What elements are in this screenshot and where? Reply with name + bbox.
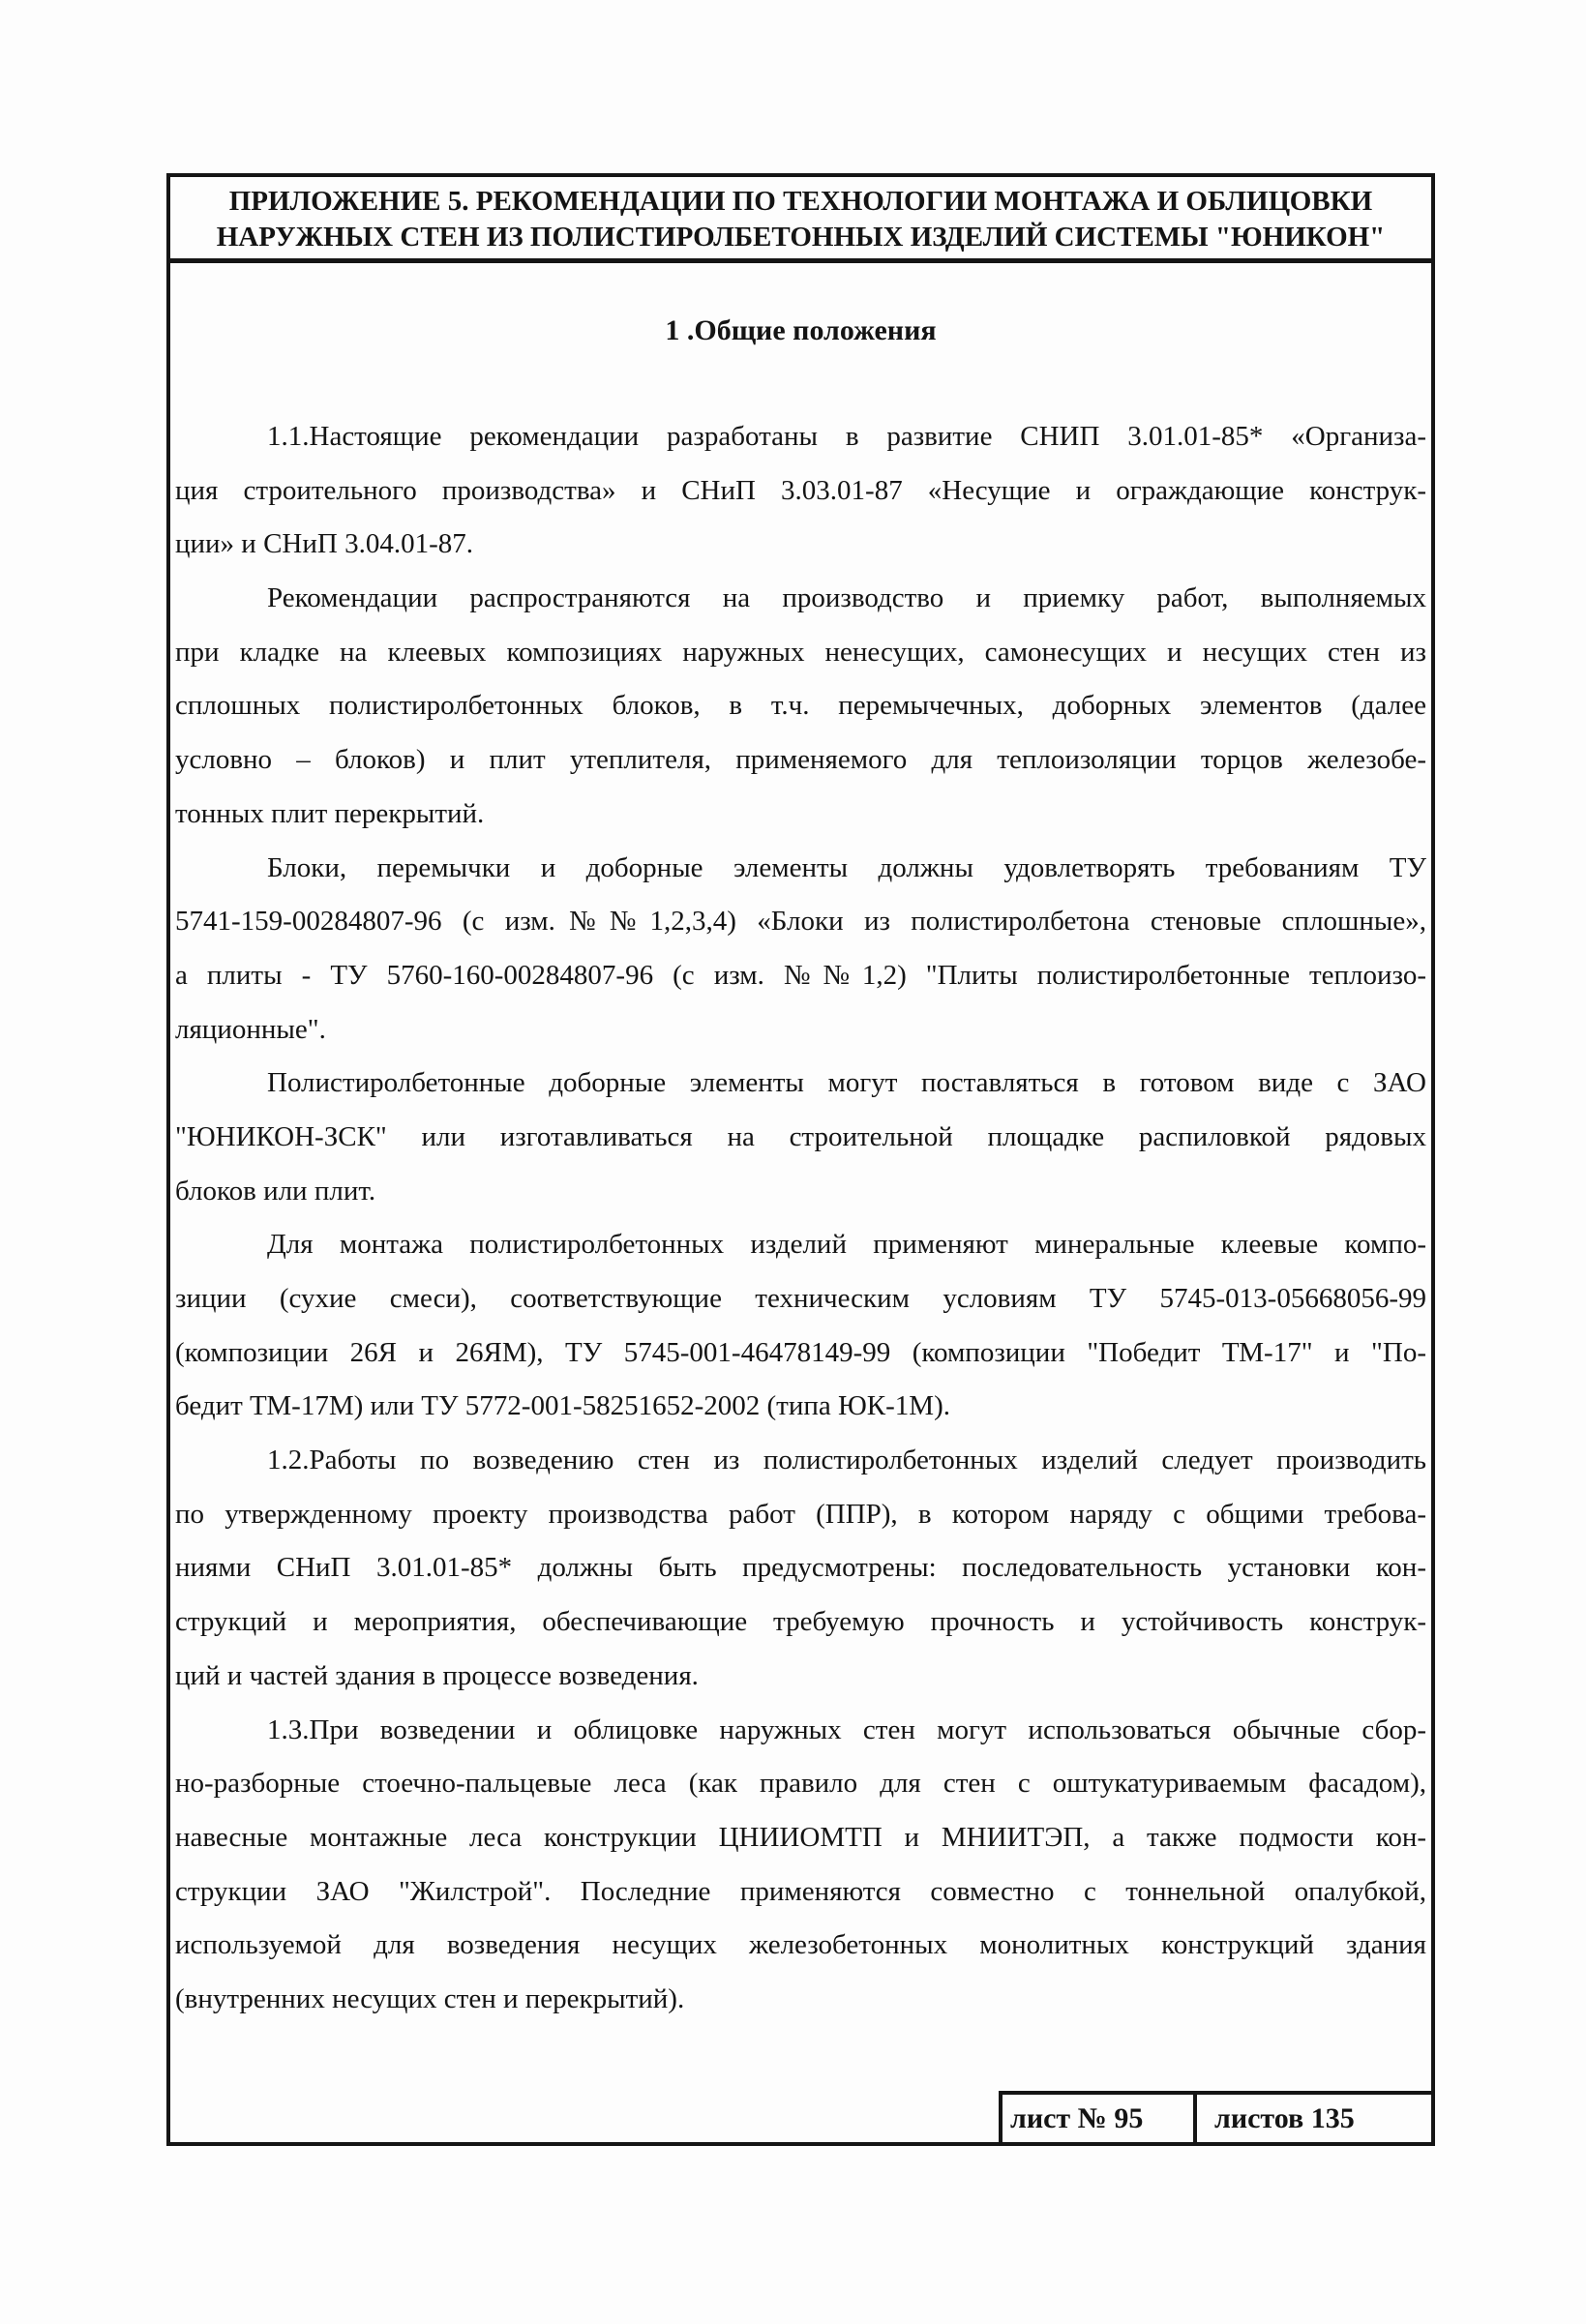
paragraph-line: (внутренних несущих стен и перекрытий).	[175, 1982, 685, 2014]
title-block	[170, 184, 1431, 255]
paragraph-1-2	[175, 1434, 1426, 1703]
title-line: НАРУЖНЫХ СТЕН ИЗ ПОЛИСТИРОЛБЕТОННЫХ ИЗДЕЛИЙ СИСТЕМЫ "ЮНИКОН"	[216, 222, 1386, 253]
paragraph-line: струкции ЗАО "Жилстрой". Последние применяются совместно с тоннельной опалубкой,	[175, 1875, 1426, 1907]
paragraph-line: зиции (сухие смеси), соответствующие техническим условиям ТУ 5745-013-05668056-99	[175, 1283, 1426, 1314]
paragraph-line: сплошных полистиролбетонных блоков, в т.ч. перемычечных, доборных элементов (далее	[175, 690, 1426, 722]
paragraph-line: ляционные".	[175, 1013, 326, 1045]
paragraph-line: а плиты - ТУ 5760-160-00284807-96 (с изм. №№1,2) "Плиты полистиролбетонные теплоизо-	[175, 959, 1426, 991]
paragraph-line: ция строительного производства» и СНиП 3.03.01-87 «Несущие и ограждающие конструк-	[175, 474, 1426, 506]
paragraph-line: навесные монтажные леса конструкции ЦНИИОМТП и МНИИТЭП, а также подмости кон-	[175, 1821, 1426, 1853]
paragraph-adhesives	[175, 1218, 1426, 1434]
paragraph-line: (композиции 26Я и 26ЯМ), ТУ 5745-001-46478149-99 (композиции "Победит ТМ-17" и "По-	[175, 1336, 1426, 1368]
paragraph-line: ции» и СНиП 3.04.01-87.	[175, 528, 473, 560]
paragraph-line: тонных плит перекрытий.	[175, 797, 485, 829]
sheet-number: лист № 95	[1002, 2095, 1197, 2146]
paragraph-line: Полистиролбетонные доборные элементы могут поставляться в готовом виде с ЗАО	[267, 1067, 1426, 1099]
paragraph-additional-elements	[175, 1057, 1426, 1218]
sheets-total: листов 135	[1214, 2102, 1355, 2134]
section-heading: 1 .Общие положения	[665, 314, 937, 346]
paragraph-line: Блоки, перемычки и доборные элементы должны удовлетворять требованиям ТУ	[267, 851, 1426, 883]
paragraph-line: при кладке на клеевых композициях наружных ненесущих, самонесущих и несущих стен из	[175, 636, 1426, 668]
paragraph-line: по утвержденному проекту производства работ (ППР), в котором наряду с общими требова-	[175, 1498, 1426, 1530]
paragraph-line: Рекомендации распространяются на производство и приемку работ, выполняемых	[267, 582, 1426, 614]
title-divider	[166, 258, 1435, 263]
paragraph-line: ниями СНиП 3.01.01-85* должны быть предусмотрены: последовательность установки кон-	[175, 1552, 1426, 1584]
paragraph-line: бедит ТМ-17М) или ТУ 5772-001-58251652-2002 (типа ЮК-1М).	[175, 1390, 950, 1422]
paragraph-line: используемой для возведения несущих железобетонных монолитных конструкций здания	[175, 1929, 1426, 1961]
paragraph-line: 1.3.При возведении и облицовке наружных стен могут использоваться обычные сбор-	[267, 1713, 1426, 1745]
paragraph-line: струкций и мероприятия, обеспечивающие требуемую прочность и устойчивость конструк-	[175, 1606, 1426, 1638]
paragraph-1-3	[175, 1704, 1426, 2027]
paragraph-1-1	[175, 410, 1426, 572]
paragraph-line: но-разборные стоечно-пальцевые леса (как правило для стен с оштукатуриваемым фасадом),	[175, 1768, 1426, 1800]
paragraph-line: 1.1.Настоящие рекомендации разработаны в развитие СНИП 3.01.01-85* «Организа-	[267, 421, 1426, 452]
paragraph-scope	[175, 572, 1426, 841]
paragraph-line: условно – блоков) и плит утеплителя, применяемого для теплоизоляции торцов железобе-	[175, 744, 1426, 776]
paragraph-line: "ЮНИКОН-ЗСК" или изготавливаться на строительной площадке распиловкой рядовых	[175, 1120, 1426, 1152]
sheet-footer	[999, 2091, 1435, 2146]
paragraph-line: 1.2.Работы по возведению стен из полистиролбетонных изделий следует производить	[267, 1445, 1426, 1476]
title-line: ПРИЛОЖЕНИЕ 5. РЕКОМЕНДАЦИИ ПО ТЕХНОЛОГИИ МОНТАЖА И ОБЛИЦОВКИ	[228, 186, 1373, 217]
paragraph-line: блоков или плит.	[175, 1175, 376, 1207]
paragraph-line: Для монтажа полистиролбетонных изделий применяют минеральные клеевые компо-	[267, 1229, 1426, 1261]
paragraph-blocks-specs	[175, 842, 1426, 1058]
paragraph-line: ций и частей здания в процессе возведения.	[175, 1659, 699, 1691]
paragraph-line: 5741-159-00284807-96 (с изм.№№1,2,3,4) «Блоки из полистиролбетона стеновые сплошные»,	[175, 906, 1426, 938]
body-text	[175, 410, 1426, 2027]
